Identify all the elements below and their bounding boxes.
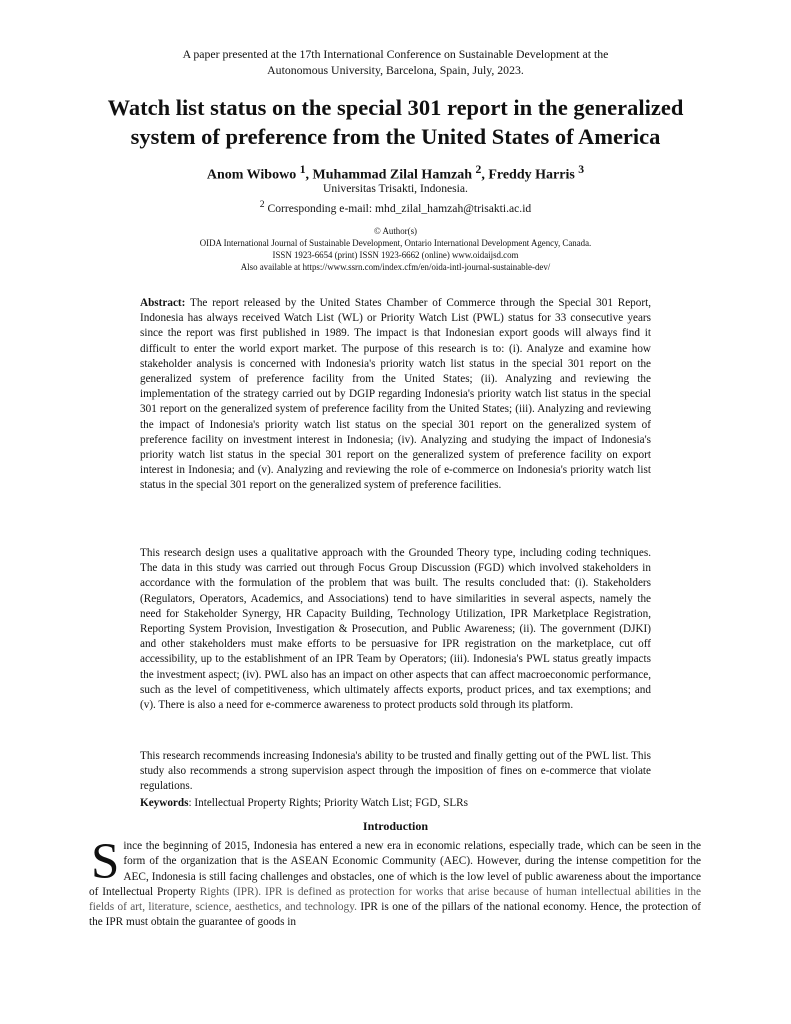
drop-cap-letter: S: [91, 834, 120, 890]
author-name: Anom Wibowo: [206, 167, 297, 183]
conference-note-line-1: A paper presented at the 17th International Conference on Sustainable Development at the: [182, 47, 609, 61]
corresponding-email-text: Corresponding e-mail: mhd_zilal_hamzah@trisakti.ac.id: [267, 201, 532, 215]
introduction-text-a: ince the beginning of 2015, Indonesia has entered a new era in economic relations, especially trade, which can be seen in the form of the organization that is the ASEAN Economic Community (AEC). However, during the intense competition for the AEC, Indonesia is still facing challenges and obstacles, one of which is the low level of public awareness about the importance of Intellectual Property: [89, 840, 701, 898]
abstract-paragraph-2: [140, 546, 651, 713]
paper-title: [80, 93, 711, 151]
introduction-text-c: IPR is one of the pillars of the national economy. Hence, the protection of the IPR must obtain the guarantee of goods in: [89, 901, 701, 929]
affiliation-block: [120, 181, 671, 216]
author-affiliation-mark: 2: [475, 163, 482, 176]
conference-note: [120, 46, 671, 78]
availability-line: Also available at https://www.ssrn.com/index.cfm/en/oida-intl-journal-sustainable-dev/: [240, 262, 551, 272]
copyright-block: [120, 225, 671, 273]
issn-line: ISSN 1923-6654 (print) ISSN 1923-6662 (online) www.oidaijsd.com: [272, 250, 519, 260]
author-affiliation-mark: 3: [578, 163, 585, 176]
corresponding-mark: 2: [259, 198, 265, 210]
keywords-line: [140, 796, 651, 811]
keywords-text: Intellectual Property Rights; Priority Watch List; FGD, SLRs: [191, 797, 468, 809]
paper-title-line-1: Watch list status on the special 301 report in the generalized: [107, 95, 684, 120]
introduction-paragraph: [89, 834, 701, 931]
copyright-line: © Author(s): [374, 226, 417, 236]
abstract-paragraph-1: [140, 296, 651, 494]
paper-title-line-2: system of preference from the United States of America: [130, 124, 661, 149]
abstract-text-3: This research recommends increasing Indonesia's ability to be trusted and finally getting out of the PWL list. This study also recommends a strong supervision aspect through the imposition of fines on e-commerce that violate regulations.: [140, 750, 651, 793]
abstract-text-2: This research design uses a qualitative approach with the Grounded Theory type, including coding techniques. The data in this study was carried out through Focus Group Discussion (FGD) which involved stakeholders in accordance with the formulation of the problem that was built. The results concluded that: (i). Stakeholders (Regulators, Operators, Academics, and Associations) tend to have similarities in several aspects, namely the need for Stakeholder Synergy, HR Capacity Building, Technology Utilization, IPR Marketplace Registration, Reporting System Provision, Investigation & Prosecution, and Public Awareness; (ii). The government (DJKI) and other stakeholders must make efforts to be persuasive for IPR registration on the marketplace, cut off accessibility, up to the establishment of an IPR Team by Operators; (iii). Indonesia's PWL status greatly impacts the investment aspect; (iv). PWL also has an impact on other aspects that can affect macroeconomic performance, such as the level of competitiveness, which ultimately affects exports, product prices, and tax exemptions; and (v). There is also a need for e-commerce awareness to protect products sold through its platform.: [140, 547, 651, 712]
journal-name: OIDA International Journal of Sustainable Development, Ontario International Development Agency, Canada.: [199, 238, 592, 248]
author-name: Muhammad Zilal Hamzah: [312, 167, 472, 183]
introduction-heading: Introduction: [362, 819, 429, 833]
abstract-paragraph-3: [140, 749, 651, 795]
author-separator: ,: [305, 167, 313, 183]
keywords-label: Keywords: [140, 797, 189, 809]
abstract-label: Abstract:: [140, 297, 186, 309]
conference-note-line-2: Autonomous University, Barcelona, Spain, July, 2023.: [267, 63, 524, 77]
author-name: Freddy Harris: [488, 167, 575, 183]
corresponding-email: [120, 197, 671, 216]
university-name: Universitas Trisakti, Indonesia.: [323, 182, 468, 195]
author-affiliation-mark: 1: [299, 163, 306, 176]
author-separator: ,: [481, 167, 489, 183]
abstract-text-1: The report released by the United States Chamber of Commerce through the Special 301 Report, Indonesia has always received Watch List (WL) or Priority Watch List (PWL) status for 33 consecutive years since the report was first published in 1989. The impact is that Indonesian export goods will always find it difficult to enter the world export market. The purpose of this research is to: (i). Analyze and examine how stakeholder analysis is concerned with Indonesia's priority watch list status in the special 301 report on the generalized system of preference facility from the United States; (ii). Analyzing and reviewing the implementation of the strategy carried out by DGIP regarding Indonesia's priority watch list status in the special 301 report on the generalized system of preference facility from the United States; (iii). Analyzing and reviewing the impact of Indonesia's priority watch list status on the special 301 report on the generalized system of preference facility on investment interest in Indonesia; (iv). Analyzing and studying the impact of Indonesia's priority watch list status in the special 301 report on the generalized system of preference facility on export interest in Indonesia; and (v). Analyzing and reviewing the role of e-commerce on Indonesia's priority watch list status in the special 301 report on the generalized system of preference facilities.: [140, 297, 651, 492]
keywords-colon: :: [188, 797, 192, 809]
introduction-text-b: Rights (IPR). IPR is defined as protection for works that arise because of human intellectual abilities in the fields of art, literature, science, aesthetics, and technology.: [89, 885, 701, 914]
